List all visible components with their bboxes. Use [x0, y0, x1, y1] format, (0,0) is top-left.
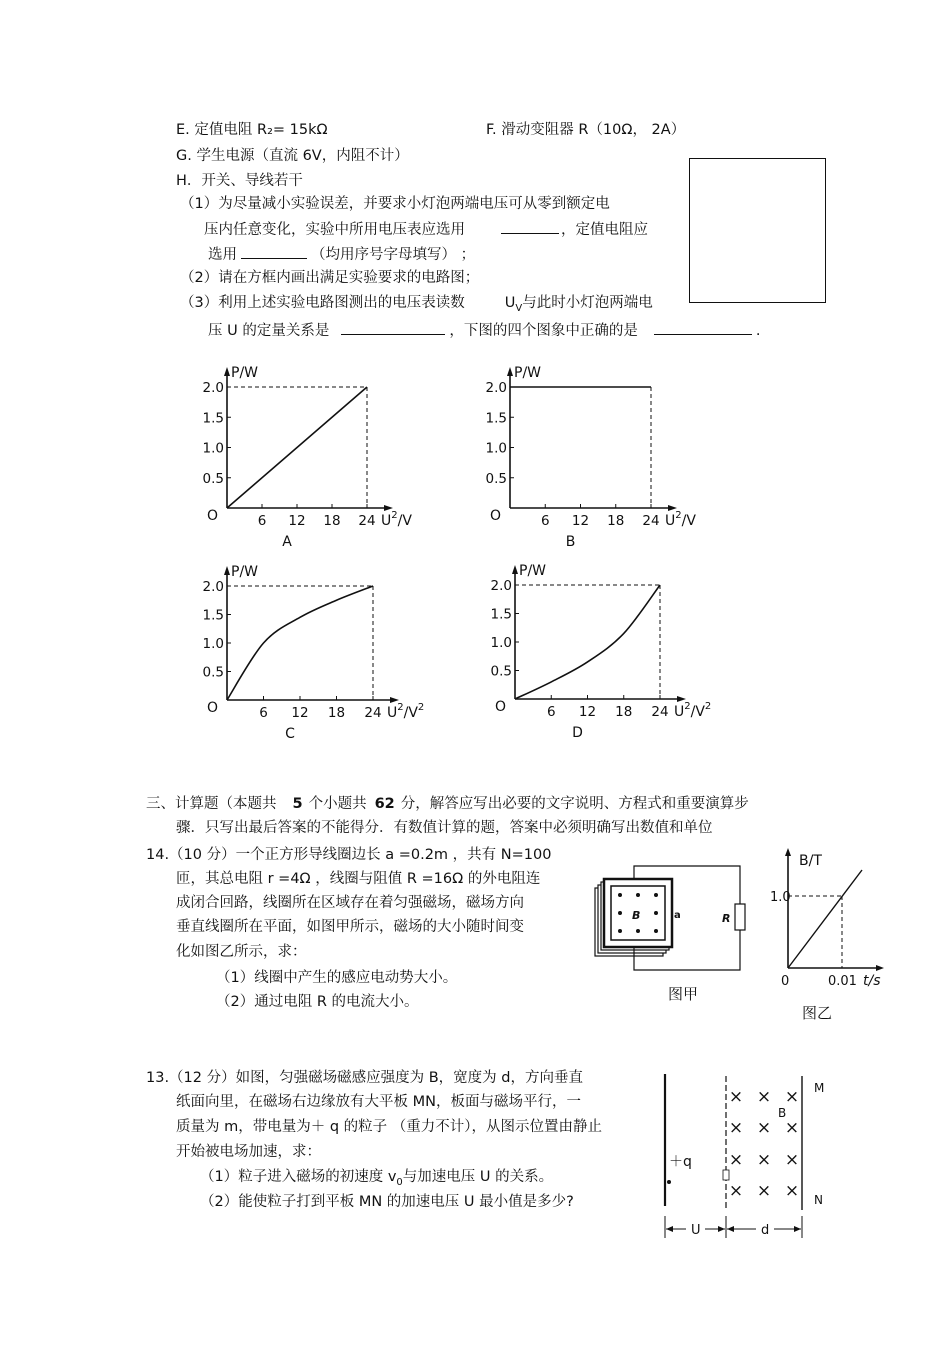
- a-label: a: [674, 910, 681, 921]
- field-cross: ×: [728, 1181, 744, 1201]
- chart-c-ytick-label: 2.0: [202, 579, 224, 595]
- figure-jia-caption: 图甲: [668, 985, 699, 1003]
- chart-a-ytick-label: 2.0: [202, 380, 224, 396]
- field-b-label: B: [778, 1106, 787, 1120]
- chart-c-series-line: [227, 586, 373, 700]
- chart-b-ytick-label: 2.0: [485, 380, 507, 396]
- r-label: R: [722, 912, 731, 925]
- chart-a-xlabel: $U^2/V$: [381, 510, 412, 529]
- field-cross: ×: [784, 1087, 800, 1107]
- resistor-icon: [735, 904, 745, 930]
- field-cross: ×: [756, 1087, 772, 1107]
- q1-line2: 压内任意变化，实验中所用电压表应选用 ，定值电阻应: [204, 219, 648, 239]
- p13-line4: 开始被电场加速，求：: [176, 1144, 321, 1160]
- chart-a-ytick-label: 1.5: [202, 410, 224, 427]
- chart-d-xtick-label: 6: [546, 704, 556, 720]
- chart-a-xtick-label: 12: [288, 513, 306, 529]
- q2-line1: （2）请在方框内画出满足实验要求的电路图；: [180, 270, 480, 286]
- chart-a-y-arrow: [224, 367, 230, 376]
- p14-line4: 垂直线圈所在平面，如图甲所示，磁场的大小随时间变: [176, 919, 524, 935]
- bt-ylabel: B/T: [799, 853, 822, 869]
- chart-c-ytick-label: 1.5: [202, 607, 224, 624]
- chart-a-series-line: [227, 387, 367, 508]
- field-cross: ×: [756, 1181, 772, 1201]
- bt-origin: 0: [781, 974, 790, 989]
- item-f: F. 滑动变阻器 R（10Ω， 2A）: [486, 122, 686, 138]
- chart-b-xlabel: $U^2/V$: [665, 510, 696, 529]
- chart-a-xtick-label: 18: [323, 513, 341, 529]
- entry-slit: [723, 1170, 729, 1180]
- bt-xlabel: t/s: [863, 973, 881, 989]
- item-e: E. 定值电阻 R₂= 15kΩ: [176, 122, 328, 138]
- chart-a-ylabel: P/W: [231, 365, 259, 381]
- figure-b-t-graph: [770, 848, 890, 1028]
- chart-b-ylabel: P/W: [514, 365, 542, 381]
- chart-c-ytick-label: 1.0: [202, 636, 224, 652]
- chart-b-xtick-label: 24: [642, 513, 660, 529]
- section3-line2: 骤．只写出最后答案的不能得分．有数值计算的题，答案中必须明确写出数值和单位: [176, 820, 713, 836]
- chart-a-caption: A: [282, 534, 292, 550]
- field-cross: ×: [728, 1118, 744, 1138]
- p13-question1: （1）粒子进入磁场的初速度 $v_0$与加速电压 U 的关系。: [200, 1169, 554, 1188]
- chart-d-xlabel: $U^2/V^2$: [674, 701, 712, 720]
- p13-line1: 13.（12 分）如图，匀强磁场磁感应强度为 B，宽度为 d，方向垂直: [146, 1070, 583, 1086]
- chart-c-ytick-label: 0.5: [202, 664, 224, 681]
- chart-d-xtick-label: 24: [651, 704, 669, 720]
- field-cross: ×: [784, 1118, 800, 1138]
- chart-b-xtick-label: 6: [540, 513, 550, 529]
- p14-line5: 化如图乙所示，求：: [176, 944, 307, 960]
- plate-m-label: M: [814, 1081, 825, 1095]
- q3-line1: （3）利用上述实验电路图测出的电压表读数 $U_V$与此时小灯泡两端电: [180, 295, 653, 314]
- p14-question2: （2）通过电阻 R 的电流大小。: [216, 994, 419, 1010]
- chart-c-xtick-label: 12: [291, 705, 309, 721]
- item-h: H．开关、导线若干: [176, 173, 303, 189]
- figure-magnetic-field: [658, 1070, 838, 1245]
- chart-c-y-arrow: [224, 566, 230, 575]
- chart-a-ytick-label: 1.0: [202, 440, 224, 457]
- chart-d-xtick-label: 12: [578, 704, 597, 720]
- chart-d-ylabel: P/W: [519, 563, 547, 579]
- chart-b-ytick-label: 1.5: [485, 410, 507, 427]
- figure-yi-caption: 图乙: [802, 1004, 833, 1022]
- particle-dot: [667, 1180, 671, 1184]
- bt-ytick: 1.0: [770, 890, 791, 905]
- q1-line1: （1）为尽量减小实验误差，并要求小灯泡两端电压可从零到额定电: [180, 196, 610, 212]
- chart-b-ytick-label: 1.0: [485, 440, 507, 457]
- chart-d-y-arrow: [512, 565, 518, 574]
- item-g: G. 学生电源（直流 6V，内阻不计）: [176, 148, 409, 164]
- chart-c-xtick-label: 24: [364, 705, 382, 721]
- p14-question1: （1）线圈中产生的感应电动势大小。: [216, 970, 458, 986]
- chart-c-caption: C: [285, 726, 295, 742]
- field-cross: ×: [756, 1118, 772, 1138]
- chart-c-ylabel: P/W: [231, 564, 259, 580]
- field-cross: ×: [784, 1150, 800, 1170]
- chart-d-ytick-label: 2.0: [490, 578, 512, 594]
- chart-d-series-line: [515, 585, 660, 699]
- bt-xtick: 0.01: [828, 974, 857, 989]
- chart-b-y-arrow: [507, 367, 513, 376]
- bt-line: [788, 870, 862, 968]
- p14-line3: 成闭合回路，线圈所在区域存在着匀强磁场，磁场方向: [176, 895, 524, 911]
- field-crosses: [729, 1087, 799, 1201]
- field-cross: ×: [756, 1150, 772, 1170]
- chart-d-ytick-label: 1.0: [490, 635, 512, 651]
- chart-c-xtick-label: 18: [327, 705, 346, 721]
- chart-a-xtick-label: 24: [358, 513, 376, 529]
- p13-line3: 质量为 m，带电量为＋ q 的粒子 （重力不计），从图示位置由静止: [176, 1119, 603, 1135]
- chart-a-xtick-label: 6: [257, 513, 267, 529]
- p14-line1: 14.（10 分）一个正方形导线圈边长 a =0.2m ，共有 N=100: [146, 847, 552, 863]
- field-cross: ×: [728, 1150, 744, 1170]
- chart-d-caption: D: [572, 725, 583, 741]
- chart-c-xlabel: $U^2/V^2$: [387, 702, 425, 721]
- charge-label: ＋q: [669, 1154, 692, 1170]
- plate-n-label: N: [814, 1193, 823, 1207]
- chart-b-caption: B: [565, 534, 576, 550]
- field-cross: ×: [728, 1087, 744, 1107]
- chart-d-xtick-label: 18: [615, 704, 633, 720]
- u-dimension-label: U: [691, 1223, 701, 1238]
- chart-c-xtick-label: 6: [259, 705, 268, 721]
- chart-c-origin: O: [207, 700, 219, 716]
- b-label: B: [632, 909, 641, 922]
- p14-line2: 匝，其总电阻 r =4Ω ，线圈与阻值 R =16Ω 的外电阻连: [176, 871, 541, 887]
- chart-d-origin: O: [495, 699, 507, 715]
- chart-d-ytick-label: 0.5: [490, 663, 512, 680]
- d-dimension-label: d: [761, 1223, 770, 1238]
- figure-coil-circuit: [590, 862, 750, 1012]
- chart-b-origin: O: [490, 508, 502, 524]
- chart-b-xtick-label: 18: [607, 513, 625, 529]
- q1-line3: 选用 （均用序号字母填写） ；: [208, 244, 475, 264]
- chart-a-origin: O: [207, 508, 219, 524]
- chart-b-ytick-label: 0.5: [485, 470, 507, 487]
- chart-a-ytick-label: 0.5: [202, 470, 224, 487]
- section3-line1: 三、计算题（本题共 5 个小题共 62 分，解答应写出必要的文字说明、方程式和重要演算步: [146, 796, 749, 812]
- chart-d-ytick-label: 1.5: [490, 606, 512, 623]
- field-cross: ×: [784, 1181, 800, 1201]
- q3-line2: 压 U 的定量关系是 ，下图的四个图象中正确的是 .: [208, 320, 760, 340]
- p13-question2: （2）能使粒子打到平板 MN 的加速电压 U 最小值是多少?: [200, 1194, 574, 1210]
- p13-line2: 纸面向里，在磁场右边缘放有大平板 MN，板面与磁场平行，一: [176, 1094, 581, 1110]
- chart-b-xtick-label: 12: [571, 513, 590, 529]
